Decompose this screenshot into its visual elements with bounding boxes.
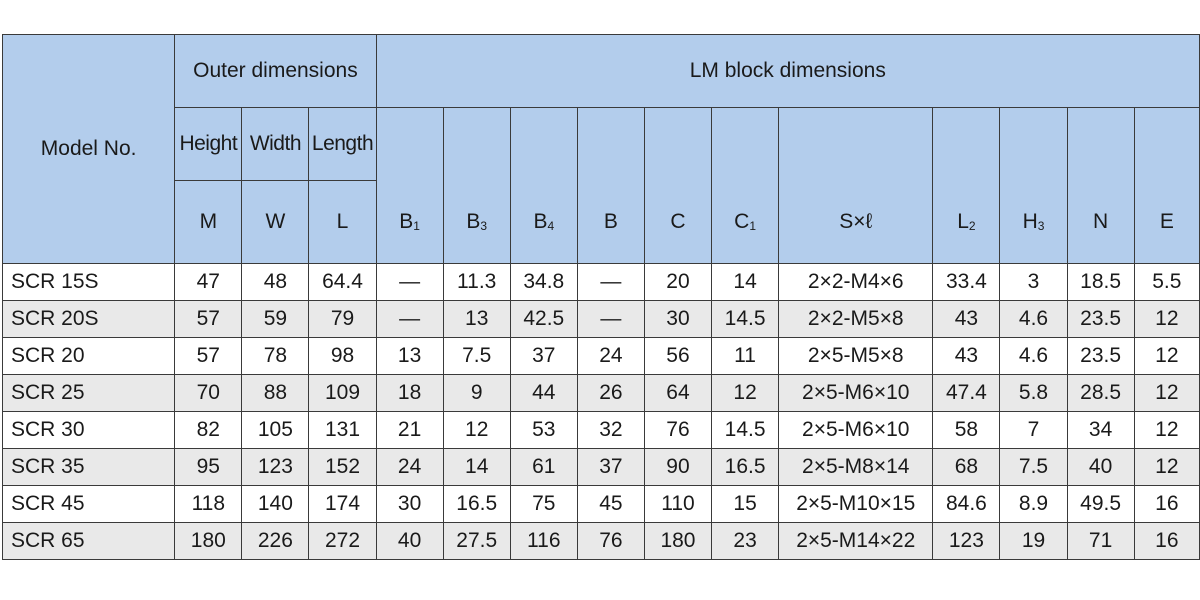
table-row [3,412,1200,449]
symbol-m-header: M [175,181,242,264]
width-w-cell: 140 [242,486,309,523]
symbol-b-header: B [577,181,644,264]
width-w-cell: 78 [242,338,309,375]
b-cell: 45 [577,486,644,523]
lm-header-spacer [779,108,933,181]
s-ell-cell: 2×5-M6×10 [779,412,933,449]
h3-cell: 5.8 [1000,375,1067,412]
lm-header-spacer [443,108,510,181]
b4-cell: 37 [510,338,577,375]
n-cell: 34 [1067,412,1134,449]
e-cell: 5.5 [1134,264,1199,301]
symbol-w-header: W [242,181,309,264]
header-group-row [3,35,1200,108]
height-m-cell: 82 [175,412,242,449]
l2-cell: 43 [933,301,1000,338]
model-no-cell: SCR 35 [3,449,175,486]
c1-cell: 14 [712,264,779,301]
symbol-l-header: L [309,181,376,264]
c-cell: 110 [644,486,711,523]
e-cell: 12 [1134,338,1199,375]
length-l-cell: 131 [309,412,376,449]
b1-cell: 40 [376,523,443,560]
length-l-cell: 79 [309,301,376,338]
length-header: Length [309,108,376,181]
c1-cell: 23 [712,523,779,560]
b1-cell: 21 [376,412,443,449]
height-m-cell: 180 [175,523,242,560]
c-cell: 64 [644,375,711,412]
e-cell: 16 [1134,523,1199,560]
symbol-b3-header: $B_3$ [443,181,510,264]
l2-cell: 68 [933,449,1000,486]
b4-cell: 61 [510,449,577,486]
height-m-cell: 57 [175,338,242,375]
height-m-cell: 70 [175,375,242,412]
lm-header-spacer [1000,108,1067,181]
s-ell-cell: 2×2-M5×8 [779,301,933,338]
b3-cell: 13 [443,301,510,338]
height-m-cell: 95 [175,449,242,486]
table-header [3,35,1200,264]
h3-cell: 4.6 [1000,338,1067,375]
l2-cell: 43 [933,338,1000,375]
length-l-cell: 174 [309,486,376,523]
c-cell: 76 [644,412,711,449]
model-no-cell: SCR 65 [3,523,175,560]
b-cell: 24 [577,338,644,375]
length-l-cell: 64.4 [309,264,376,301]
c1-cell: 14.5 [712,301,779,338]
b-cell: 37 [577,449,644,486]
width-w-cell: 105 [242,412,309,449]
table-row [3,301,1200,338]
lm-header-spacer [644,108,711,181]
s-ell-cell: 2×5-M10×15 [779,486,933,523]
n-cell: 71 [1067,523,1134,560]
s-ell-cell: 2×5-M5×8 [779,338,933,375]
b-cell: — [577,264,644,301]
c-cell: 56 [644,338,711,375]
length-l-cell: 272 [309,523,376,560]
n-cell: 49.5 [1067,486,1134,523]
h3-cell: 7.5 [1000,449,1067,486]
n-cell: 23.5 [1067,338,1134,375]
c1-cell: 14.5 [712,412,779,449]
header-sub-row [3,108,1200,181]
width-w-cell: 59 [242,301,309,338]
table-row [3,449,1200,486]
l2-cell: 33.4 [933,264,1000,301]
header-symbol-row [3,181,1200,264]
e-cell: 12 [1134,375,1199,412]
model-no-cell: SCR 30 [3,412,175,449]
symbol-c1-header: $C_1$ [712,181,779,264]
e-cell: 16 [1134,486,1199,523]
n-cell: 40 [1067,449,1134,486]
b-cell: 26 [577,375,644,412]
b1-cell: 24 [376,449,443,486]
symbol-h3-header: $H_3$ [1000,181,1067,264]
symbol-e-header: E [1134,181,1199,264]
symbol-b4-header: $B_4$ [510,181,577,264]
width-w-cell: 123 [242,449,309,486]
lm-header-spacer [1134,108,1199,181]
table-row [3,375,1200,412]
lm-block-dimensions-header: LM block dimensions [376,35,1199,108]
width-w-cell: 48 [242,264,309,301]
e-cell: 12 [1134,412,1199,449]
c-cell: 30 [644,301,711,338]
model-no-cell: SCR 45 [3,486,175,523]
c-cell: 180 [644,523,711,560]
dimensions-table [2,34,1200,560]
c1-cell: 16.5 [712,449,779,486]
n-cell: 18.5 [1067,264,1134,301]
b3-cell: 27.5 [443,523,510,560]
length-l-cell: 109 [309,375,376,412]
model-no-cell: SCR 15S [3,264,175,301]
c1-cell: 11 [712,338,779,375]
b4-cell: 44 [510,375,577,412]
h3-cell: 3 [1000,264,1067,301]
symbol-s-ell-header: S×ℓ [779,181,933,264]
b3-cell: 7.5 [443,338,510,375]
h3-cell: 8.9 [1000,486,1067,523]
b-cell: 76 [577,523,644,560]
height-m-cell: 47 [175,264,242,301]
symbol-n-header: N [1067,181,1134,264]
lm-header-spacer [1067,108,1134,181]
b-cell: — [577,301,644,338]
c1-cell: 15 [712,486,779,523]
b4-cell: 42.5 [510,301,577,338]
lm-header-spacer [510,108,577,181]
e-cell: 12 [1134,301,1199,338]
b3-cell: 14 [443,449,510,486]
b1-cell: 18 [376,375,443,412]
b1-cell: — [376,301,443,338]
b3-cell: 12 [443,412,510,449]
width-w-cell: 88 [242,375,309,412]
b4-cell: 116 [510,523,577,560]
symbol-b1-header: $B_1$ [376,181,443,264]
n-cell: 23.5 [1067,301,1134,338]
width-header: Width [242,108,309,181]
table-row [3,523,1200,560]
symbol-c-header: C [644,181,711,264]
b4-cell: 75 [510,486,577,523]
symbol-l2-header: $L_2$ [933,181,1000,264]
table-body [3,264,1200,560]
b4-cell: 53 [510,412,577,449]
lm-header-spacer [933,108,1000,181]
model-no-cell: SCR 20S [3,301,175,338]
s-ell-cell: 2×5-M14×22 [779,523,933,560]
model-no-cell: SCR 20 [3,338,175,375]
l2-cell: 47.4 [933,375,1000,412]
lm-header-spacer [577,108,644,181]
length-l-cell: 152 [309,449,376,486]
length-l-cell: 98 [309,338,376,375]
c-cell: 90 [644,449,711,486]
b1-cell: 13 [376,338,443,375]
b3-cell: 11.3 [443,264,510,301]
l2-cell: 84.6 [933,486,1000,523]
b1-cell: 30 [376,486,443,523]
b4-cell: 34.8 [510,264,577,301]
n-cell: 28.5 [1067,375,1134,412]
h3-cell: 19 [1000,523,1067,560]
l2-cell: 58 [933,412,1000,449]
h3-cell: 7 [1000,412,1067,449]
table-row [3,264,1200,301]
width-w-cell: 226 [242,523,309,560]
outer-dimensions-header: Outer dimensions [175,35,376,108]
h3-cell: 4.6 [1000,301,1067,338]
c1-cell: 12 [712,375,779,412]
b3-cell: 9 [443,375,510,412]
height-header: Height [175,108,242,181]
s-ell-cell: 2×5-M8×14 [779,449,933,486]
height-m-cell: 118 [175,486,242,523]
b3-cell: 16.5 [443,486,510,523]
s-ell-cell: 2×5-M6×10 [779,375,933,412]
b1-cell: — [376,264,443,301]
c-cell: 20 [644,264,711,301]
height-m-cell: 57 [175,301,242,338]
e-cell: 12 [1134,449,1199,486]
model-no-cell: SCR 25 [3,375,175,412]
table-row [3,486,1200,523]
l2-cell: 123 [933,523,1000,560]
s-ell-cell: 2×2-M4×6 [779,264,933,301]
lm-header-spacer [376,108,443,181]
lm-header-spacer [712,108,779,181]
model-no-header: Model No. [3,35,175,264]
b-cell: 32 [577,412,644,449]
table-row [3,338,1200,375]
